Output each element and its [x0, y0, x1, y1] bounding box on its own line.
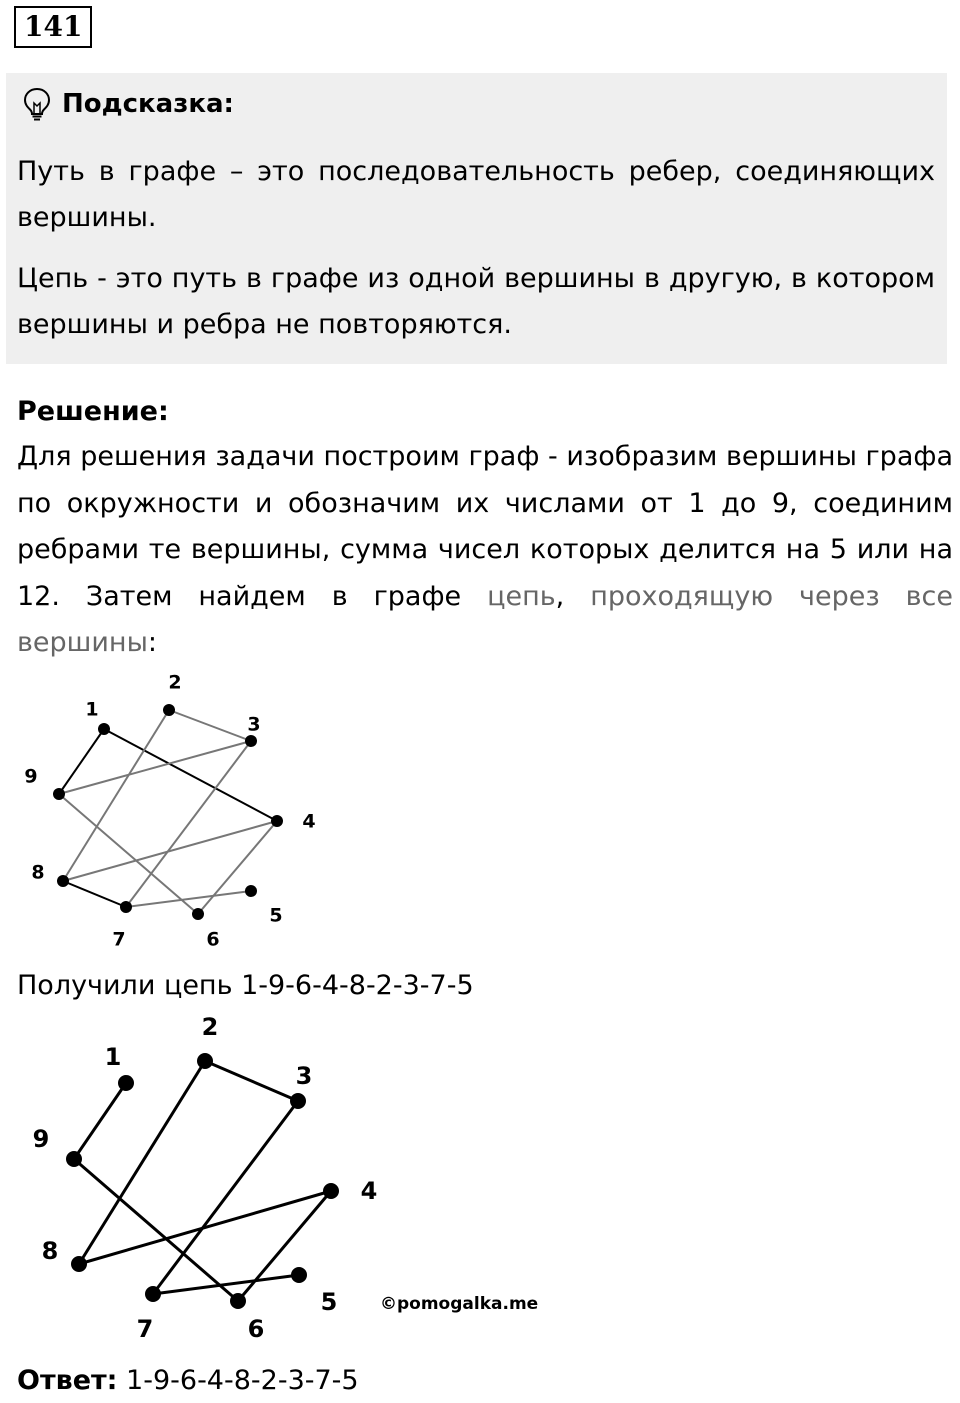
term-through-all-vertices: проходящую через все вершины [17, 580, 953, 658]
vertex-label-6: 6 [206, 928, 220, 951]
vertex-7 [145, 1286, 161, 1302]
result-text: Получили цепь 1-9-6-4-8-2-3-7-5 [17, 970, 474, 1001]
chain-graph [0, 1008, 400, 1348]
vertex-7 [120, 901, 132, 913]
solution-title: Решение: [17, 396, 169, 427]
chain-edge-6-4 [238, 1191, 331, 1301]
vertex-label-7: 7 [112, 928, 126, 951]
vertex-2 [197, 1053, 213, 1069]
vertex-label-1: 1 [85, 698, 99, 721]
edge-2-3 [169, 710, 251, 741]
hint-paragraph-chain: Цепь - это путь в графе из одной вершины в другую, в котором вершины и ребра не повторяются. [17, 263, 935, 340]
vertex-9 [53, 788, 65, 800]
vertex-label-7: 7 [136, 1315, 154, 1343]
vertex-label-9: 9 [24, 765, 38, 788]
term-chain: цепь [487, 580, 556, 612]
vertex-5 [245, 885, 257, 897]
chain-edge-1-9 [74, 1083, 126, 1159]
vertex-8 [57, 875, 69, 887]
vertex-label-6: 6 [247, 1315, 265, 1343]
vertex-label-5: 5 [320, 1288, 338, 1316]
vertex-6 [192, 908, 204, 920]
solution-text [17, 434, 953, 667]
edge-7-8 [63, 881, 126, 907]
solution-text-main: Для решения задачи построим граф - изобразим вершины графа по окружности и обозначим их числами от 1 до 9, соединим ребрами те вершины, сумма чисел которых делится на 5 или на 12. Затем найдем в графе [17, 441, 953, 612]
vertex-1 [118, 1075, 134, 1091]
vertex-label-8: 8 [41, 1237, 59, 1265]
answer-label: Ответ: [17, 1365, 118, 1396]
solution-comma: , [555, 580, 591, 612]
vertex-9 [66, 1151, 82, 1167]
edge-3-7 [126, 741, 251, 907]
task-number: 141 [14, 6, 92, 48]
vertex-label-2: 2 [168, 671, 182, 694]
hint-box [6, 73, 947, 364]
vertex-2 [163, 704, 175, 716]
vertex-label-2: 2 [201, 1013, 219, 1041]
vertex-8 [71, 1256, 87, 1272]
vertex-1 [98, 723, 110, 735]
vertex-label-9: 9 [32, 1125, 50, 1153]
vertex-3 [290, 1093, 306, 1109]
vertex-label-5: 5 [269, 904, 283, 927]
vertex-6 [230, 1293, 246, 1309]
vertex-4 [323, 1183, 339, 1199]
chain-edge-2-3 [205, 1061, 298, 1101]
chain-edge-3-7 [153, 1101, 298, 1294]
hint-title: Подсказка: [62, 89, 234, 119]
vertex-label-1: 1 [104, 1043, 122, 1071]
watermark: ©pomogalka.me [380, 1294, 539, 1314]
edge-4-6 [198, 821, 277, 914]
vertex-label-3: 3 [247, 713, 261, 736]
hint-paragraph-path: Путь в графе – это последовательность ребер, соединяющих вершины. [17, 156, 935, 233]
lightbulb-icon [22, 87, 52, 121]
answer [17, 1360, 359, 1402]
vertex-label-4: 4 [302, 810, 316, 833]
vertex-3 [245, 735, 257, 747]
vertex-4 [271, 815, 283, 827]
hint-header [22, 87, 234, 121]
vertex-5 [291, 1267, 307, 1283]
vertex-label-8: 8 [31, 861, 45, 884]
edge-3-9 [59, 741, 251, 794]
solution-colon: : [147, 627, 157, 658]
answer-value: 1-9-6-4-8-2-3-7-5 [126, 1365, 359, 1396]
full-graph [0, 665, 340, 955]
vertex-label-3: 3 [295, 1062, 313, 1090]
vertex-label-4: 4 [360, 1177, 378, 1205]
